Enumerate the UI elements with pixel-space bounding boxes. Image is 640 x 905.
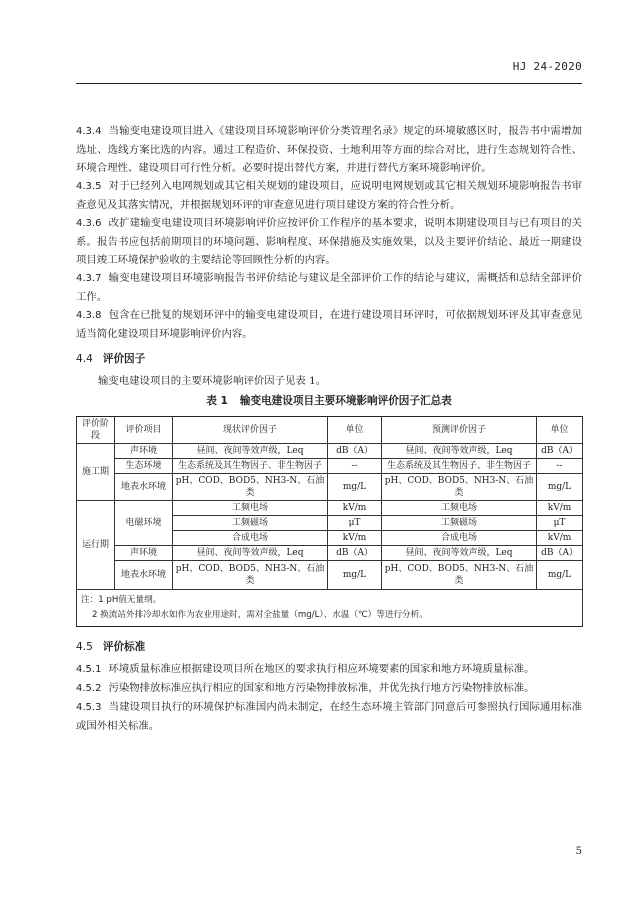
table-number: 表 1 — [206, 395, 228, 407]
cell-current-factor: 工频磁场 — [173, 516, 328, 531]
table-note-2: 2 换流站外排冷却水如作为农业用途时，需对全盐量（mg/L）、水温（℃）等进行分析。 — [92, 610, 428, 620]
clause-4-3-5 — [76, 177, 582, 214]
table-notes — [77, 590, 583, 627]
clause-number: 4.3.8 — [76, 310, 102, 321]
clause-4-5-2 — [76, 679, 582, 698]
clause-text: 当输变电建设项目进入《建设项目环境影响评价分类管理名录》规定的环境敏感区时，报告书中需增加选址、选线方案比选的内容。通过工程造价、环保投资、土地利用等方面的综合对比，进行生态规划符合性、环境合理性、建设项目可行性分析。必要时提出替代方案，并进行替代方案环境影响评价。 — [76, 125, 582, 174]
cell-predicted-unit: -- — [537, 459, 583, 474]
header-predicted-unit: 单位 — [537, 417, 583, 444]
table-title-text: 输变电建设项目主要环境影响评价因子汇总表 — [239, 395, 452, 407]
cell-predicted-factor: 工频磁场 — [382, 516, 537, 531]
clause-4-5-3 — [76, 698, 582, 735]
section-number: 4.5 — [76, 641, 93, 653]
table-row — [77, 444, 583, 459]
cell-predicted-unit: μT — [537, 516, 583, 531]
cell-item: 电磁环境 — [115, 501, 173, 546]
section-title: 评价因子 — [102, 353, 146, 365]
clause-text: 当建设项目执行的环境保护标准国内尚未制定，在经生态环境主管部门同意后可参照执行国际通用标准或国外相关标准。 — [76, 701, 582, 732]
cell-current-unit: μT — [328, 516, 382, 531]
cell-predicted-factor: 昼间、夜间等效声级，Leq — [382, 546, 537, 561]
clause-number: 4.5.3 — [76, 702, 102, 713]
clause-text: 改扩建输变电建设项目环境影响评价应按评价工作程序的基本要求，说明本期建设项目与已有项目的关系。报告书应包括前期项目的环境问题、影响程度、环保措施及实施效果，以及主要评价结论、最近一期建设项目竣工环境保护验收的主要结论等回顾性分析的内容。 — [76, 217, 582, 266]
clause-text: 环境质量标准应根据建设项目所在地区的要求执行相应环境要素的国家和地方环境质量标准。 — [108, 663, 535, 675]
table-note-1: 注：1 pH值无量纲。 — [81, 595, 162, 605]
cell-predicted-factor: pH、COD、BOD5、NH3-N、石油类 — [382, 474, 537, 501]
clause-number: 4.3.5 — [76, 181, 102, 192]
cell-current-unit: kV/m — [328, 531, 382, 546]
clause-number: 4.3.7 — [76, 273, 102, 284]
cell-predicted-unit: dB（A） — [537, 546, 583, 561]
cell-item: 声环境 — [115, 444, 173, 459]
cell-predicted-factor: 合成电场 — [382, 531, 537, 546]
cell-predicted-factor: pH、COD、BOD5、NH3-N、石油类 — [382, 561, 537, 590]
cell-predicted-unit: mg/L — [537, 561, 583, 590]
table-row — [77, 561, 583, 590]
clause-4-3-6 — [76, 214, 582, 269]
table-title — [76, 393, 582, 408]
clause-number: 4.5.2 — [76, 683, 102, 694]
cell-predicted-unit: kV/m — [537, 501, 583, 516]
clause-text: 对于已经列入电网规划或其它相关规划的建设项目，应说明电网规划或其它相关规划环境影响报告书审查意见及其落实情况，并根据规划环评的审查意见进行项目建设方案的符合性分析。 — [76, 180, 582, 211]
table-notes-row — [77, 590, 583, 627]
cell-current-factor: 生态系统及其生物因子、非生物因子 — [173, 459, 328, 474]
clause-4-3-4 — [76, 122, 582, 177]
clause-4-3-8 — [76, 306, 582, 343]
cell-current-unit: mg/L — [328, 474, 382, 501]
cell-current-factor: 工频电场 — [173, 501, 328, 516]
cell-current-unit: dB（A） — [328, 546, 382, 561]
cell-predicted-factor: 生态系统及其生物因子、非生物因子 — [382, 459, 537, 474]
table-header-row — [77, 417, 583, 444]
cell-item: 声环境 — [115, 546, 173, 561]
stage-operation: 运行期 — [77, 501, 115, 590]
cell-current-unit: -- — [328, 459, 382, 474]
cell-current-factor: pH、COD、BOD5、NH3-N、石油类 — [173, 474, 328, 501]
cell-current-factor: 合成电场 — [173, 531, 328, 546]
header-current-unit: 单位 — [328, 417, 382, 444]
section-title: 评价标准 — [102, 641, 146, 653]
section-heading-4-5 — [76, 639, 582, 654]
cell-predicted-unit: kV/m — [537, 531, 583, 546]
table-row — [77, 546, 583, 561]
cell-current-unit: dB（A） — [328, 444, 382, 459]
cell-current-factor: pH、COD、BOD5、NH3-N、石油类 — [173, 561, 328, 590]
section-intro: 输变电建设项目的主要环境影响评价因子见表 1。 — [98, 375, 327, 387]
cell-predicted-factor: 昼间、夜间等效声级，Leq — [382, 444, 537, 459]
cell-predicted-unit: dB（A） — [537, 444, 583, 459]
cell-predicted-factor: 工频电场 — [382, 501, 537, 516]
table-row — [77, 501, 583, 516]
factors-table — [76, 416, 583, 627]
page-number: 5 — [575, 846, 582, 857]
header-item: 评价项目 — [115, 417, 173, 444]
clause-4-5-1 — [76, 660, 582, 679]
clause-number: 4.5.1 — [76, 664, 102, 675]
section-number: 4.4 — [76, 353, 93, 365]
stage-construction: 施工期 — [77, 444, 115, 501]
clause-number: 4.3.4 — [76, 126, 102, 137]
header-stage: 评价阶段 — [77, 417, 115, 444]
cell-predicted-unit: mg/L — [537, 474, 583, 501]
page-content — [76, 122, 582, 735]
section-heading-4-4 — [76, 351, 582, 366]
standard-code: HJ 24-2020 — [512, 60, 582, 73]
clause-text: 污染物排放标准应执行相应的国家和地方污染物排放标准，并优先执行地方污染物排放标准。 — [108, 682, 535, 694]
header-current-factor: 现状评价因子 — [173, 417, 328, 444]
cell-current-unit: mg/L — [328, 561, 382, 590]
cell-current-factor: 昼间、夜间等效声级，Leq — [173, 444, 328, 459]
cell-item: 地表水环境 — [115, 561, 173, 590]
cell-current-unit: kV/m — [328, 501, 382, 516]
clause-text: 输变电建设项目环境影响报告书评价结论与建议是全部评价工作的结论与建议，需概括和总结全部评价工作。 — [76, 272, 582, 303]
header-rule — [76, 83, 582, 84]
clause-4-3-7 — [76, 269, 582, 306]
header-predicted-factor: 预测评价因子 — [382, 417, 537, 444]
clause-number: 4.3.6 — [76, 218, 102, 229]
table-row — [77, 474, 583, 501]
cell-item: 生态环境 — [115, 459, 173, 474]
cell-current-factor: 昼间、夜间等效声级，Leq — [173, 546, 328, 561]
cell-item: 地表水环境 — [115, 474, 173, 501]
clause-text: 包含在已批复的规划环评中的输变电建设项目，在进行建设项目环评时，可依据规划环评及其审查意见适当简化建设项目环境影响评价内容。 — [76, 309, 582, 340]
table-row — [77, 459, 583, 474]
